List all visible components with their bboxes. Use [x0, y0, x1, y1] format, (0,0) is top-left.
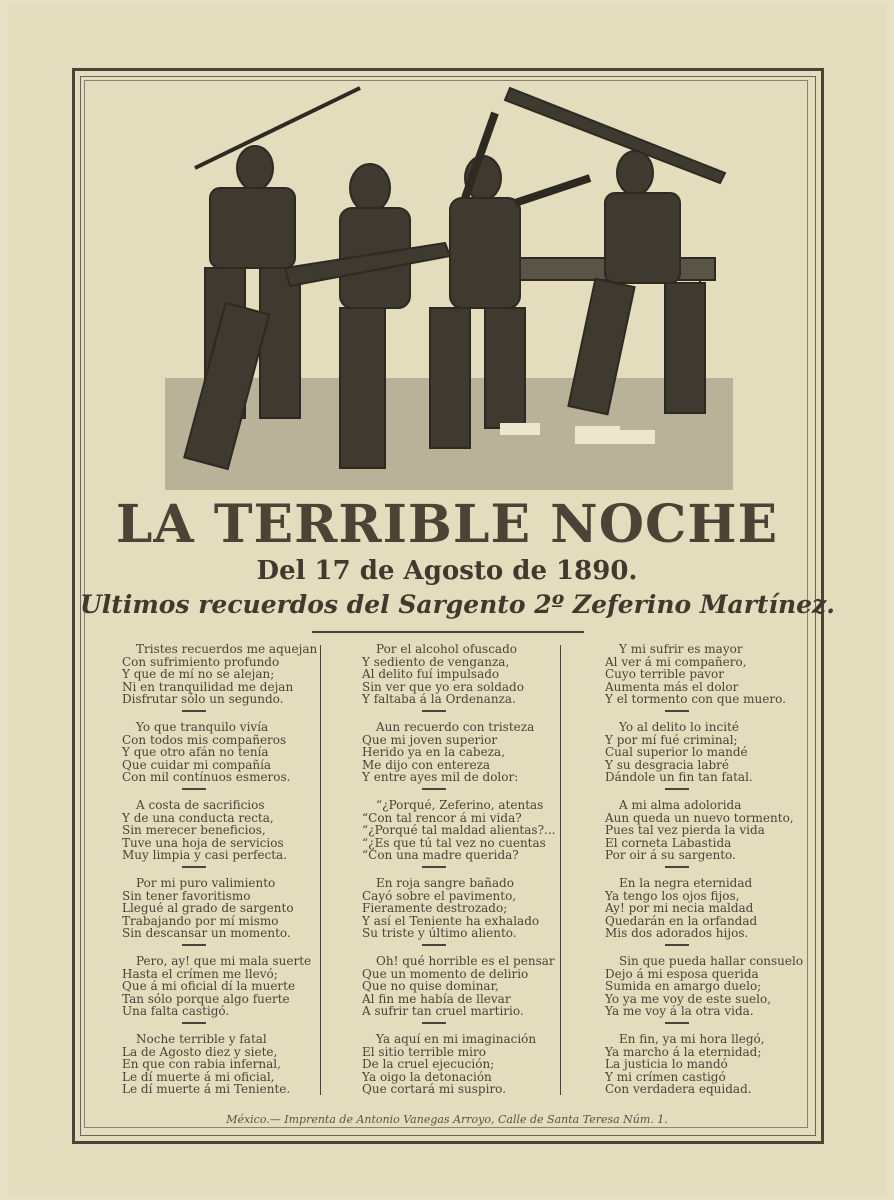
verse-line: Y el tormento con que muero. [605, 692, 786, 707]
verse-line: “¿Porqué tal maldad alientas?... [362, 823, 556, 838]
stanza-separator [422, 944, 446, 946]
verse-line: Sin que pueda hallar consuelo [619, 954, 804, 968]
verse-line: A mi alma adolorida [619, 798, 742, 812]
verse-line: Cuyo terrible pavor [605, 667, 724, 682]
date-subtitle: Del 17 de Agosto de 1890. [256, 556, 638, 586]
verse-line: Aun recuerdo con tristeza [376, 720, 535, 734]
verse-line: Llegué al grado de sargento [122, 901, 294, 916]
verse-column-2 [362, 643, 562, 1111]
verse-line: “Con una madre querida? [362, 848, 519, 863]
verse-line: Tuve una hoja de servicios [122, 835, 284, 850]
verse-line: Quedarán en la orfandad [605, 913, 758, 928]
stanza-separator [182, 710, 206, 712]
verse-line: Con verdadera equidad. [605, 1082, 752, 1097]
verse-line: Con sufrimiento profundo [122, 654, 280, 669]
verse-line: Fieramente destrozado; [362, 901, 508, 916]
verse-line: La de Agosto diez y siete, [122, 1044, 278, 1059]
verse-line: “¿Es que tú tal vez no cuentas [362, 835, 546, 850]
verse-line: Aumenta más el dolor [605, 679, 739, 694]
stanza-separator [182, 944, 206, 946]
headline-title: LA TERRIBLE NOCHE [115, 494, 779, 555]
verse-line: Dejo á mi esposa querida [605, 966, 759, 981]
verse-line: Herido ya en la cabeza, [362, 745, 506, 760]
verse-line: Ya tengo los ojos fijos, [605, 888, 740, 903]
verse-line: “¿Porqué, Zeferino, atentas [376, 798, 544, 812]
verse-line: Pues tal vez pierda la vida [605, 823, 765, 838]
verse-line: Que no quise dominar, [362, 979, 499, 994]
stanza [605, 955, 810, 1033]
stanza-separator [422, 788, 446, 790]
stanza-separator [182, 788, 206, 790]
verse-line: La justicia lo mandó [605, 1057, 728, 1072]
verse-line: Sin descansar un momento. [122, 926, 291, 941]
verse-line: Una falta castigó. [122, 1004, 230, 1019]
verse-line: Ya marcho á la eternidad; [605, 1044, 762, 1059]
stanza-separator [182, 866, 206, 868]
verse-line: Cual superior lo mandé [605, 745, 748, 760]
verse-line: Y que otro afán no tenía [122, 745, 269, 760]
verse-line: Por mi puro valimiento [136, 876, 276, 890]
stanza [605, 799, 810, 877]
verse-line: Y así el Teniente ha exhalado [362, 913, 540, 928]
printer-imprint: México.— Imprenta de Antonio Vanegas Arroyo, Calle de Santa Teresa Núm. 1. [226, 1113, 668, 1126]
stanza [122, 799, 317, 877]
verse-line: Trabajando por mí mismo [122, 913, 279, 928]
verse-line: Mis dos adorados hijos. [605, 926, 749, 941]
stanza [362, 877, 562, 955]
verse-line: Y mi crímen castigó [605, 1069, 726, 1084]
stanza-separator [182, 1022, 206, 1024]
verse-line: Y que de mí no se alejan; [122, 667, 275, 682]
verse-line: Que cortará mi suspiro. [362, 1082, 507, 1097]
verse-line: Ni en tranquilidad me dejan [122, 679, 294, 694]
stanza [362, 955, 562, 1033]
title-divider [312, 631, 584, 633]
stanza [605, 721, 810, 799]
verse-line: Oh! qué horrible es el pensar [376, 954, 555, 968]
stanza-separator [422, 866, 446, 868]
verse-line: Al fin me había de llevar [362, 991, 511, 1006]
verse-line: En fin, ya mi hora llegó, [619, 1032, 765, 1046]
verse-line: Sin tener favoritismo [122, 888, 251, 903]
stanza [605, 1033, 810, 1111]
verse-line: Y su desgracia labré [605, 757, 729, 772]
stanza [122, 955, 317, 1033]
verse-line: En roja sangre bañado [376, 876, 514, 890]
verse-line: Ay! por mi necia maldad [605, 901, 754, 916]
stanza [122, 1033, 317, 1111]
verse-line: En que con rabia infernal, [122, 1057, 281, 1072]
stanza-separator [422, 710, 446, 712]
verse-line: Que un momento de delirio [362, 966, 529, 981]
verse-line: Le dí muerte á mi Teniente. [122, 1082, 291, 1097]
verse-line: Sin merecer beneficios, [122, 823, 266, 838]
stanza-separator [665, 710, 689, 712]
verse-line: Sin ver que yo era soldado [362, 679, 524, 694]
verse-line: Con todos mis compañeros [122, 732, 287, 747]
verse-line: Y entre ayes mil de dolor: [362, 770, 519, 785]
verse-line: Y sediento de venganza, [362, 654, 510, 669]
verse-line: Yo al delito lo incité [619, 720, 739, 734]
verse-column-1 [122, 643, 317, 1111]
verse-line: Y mi sufrir es mayor [619, 642, 743, 656]
verse-line: El sitio terrible miro [362, 1044, 486, 1059]
verse-line: Ya aquí en mi imaginación [376, 1032, 537, 1046]
verse-line: A sufrir tan cruel martirio. [362, 1004, 524, 1019]
verse-line: Cayó sobre el pavimento, [362, 888, 517, 903]
stanza-separator [665, 1022, 689, 1024]
verse-line: Le dí muerte á mi oficial, [122, 1069, 275, 1084]
verse-line: Yo ya me voy de este suelo, [605, 991, 772, 1006]
verse-line: Su triste y último aliento. [362, 926, 517, 941]
verse-line: “Con tal rencor á mi vida? [362, 810, 522, 825]
stanza-separator [665, 788, 689, 790]
verse-line: Disfrutar sólo un segundo. [122, 692, 284, 707]
stanza [362, 643, 562, 721]
stanza [122, 877, 317, 955]
verse-line: Yo que tranquilo vivía [136, 720, 269, 734]
verse-line: Me dijo con entereza [362, 757, 491, 772]
stanza [362, 721, 562, 799]
verse-line: El corneta Labastida [605, 835, 732, 850]
verse-line: Ya me voy á la otra vida. [605, 1004, 754, 1019]
verse-line: En la negra eternidad [619, 876, 753, 890]
column-divider [320, 645, 321, 1095]
stanza-separator [422, 1022, 446, 1024]
verse-line: Muy limpia y casi perfecta. [122, 848, 288, 863]
verse-line: Con mil contínuos esmeros. [122, 770, 291, 785]
verse-line: Aun queda un nuevo tormento, [605, 810, 794, 825]
woodcut-illustration [165, 78, 733, 490]
verse-line: Tristes recuerdos me aquejan [136, 642, 318, 656]
stanza-separator [665, 944, 689, 946]
stanza [605, 643, 810, 721]
verse-line: Y de una conducta recta, [122, 810, 274, 825]
verse-line: Dándole un fin tan fatal. [605, 770, 753, 785]
stanza [122, 643, 317, 721]
verse-line: Y faltaba á la Ordenanza. [362, 692, 516, 707]
verse-line: Pero, ay! que mi mala suerte [136, 954, 312, 968]
stanza [362, 1033, 562, 1111]
verse-line: Al ver á mi compañero, [605, 654, 747, 669]
verse-line: Ya oigo la detonación [362, 1069, 492, 1084]
column-divider [560, 645, 561, 1095]
verse-line: Sumida en amargo duelo; [605, 979, 762, 994]
stanza [362, 799, 562, 877]
verse-line: Por el alcohol ofuscado [376, 642, 517, 656]
verse-line: Que cuidar mi compañía [122, 757, 272, 772]
stanza [122, 721, 317, 799]
verse-line: A costa de sacrificios [136, 798, 265, 812]
verse-line: Que mi joven superior [362, 732, 498, 747]
stanza-separator [665, 866, 689, 868]
verse-line: Tan sólo porque algo fuerte [122, 991, 290, 1006]
verse-line: Que á mi oficial dí la muerte [122, 979, 296, 994]
verse-line: Y por mí fué criminal; [605, 732, 738, 747]
verse-line: Por oir á su sargento. [605, 848, 736, 863]
verse-line: Noche terrible y fatal [136, 1032, 267, 1046]
stanza [605, 877, 810, 955]
verse-line: Al delito fuí impulsado [362, 667, 500, 682]
verse-column-3 [605, 643, 810, 1111]
verse-line: De la cruel ejecución; [362, 1057, 495, 1072]
sergeant-subtitle: Ultimos recuerdos del Sargento 2º Zeferino Martínez. [80, 590, 835, 619]
verse-line: Hasta el crímen me llevó; [122, 966, 278, 981]
